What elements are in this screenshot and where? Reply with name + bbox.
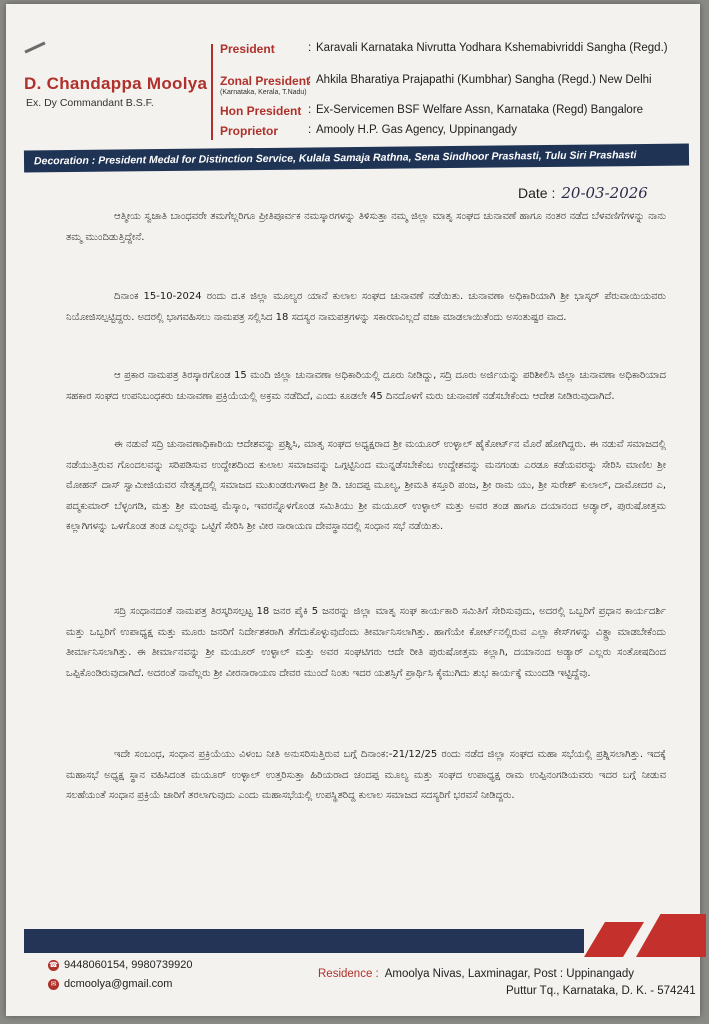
email-text: dcmoolya@gmail.com [64, 978, 173, 990]
body-paragraph-5: ಸದ್ರಿ ಸಂಧಾನದಂತೆ ನಾಮಪತ್ರ ತಿರಸ್ಕರಿಸಲ್ಪಟ್ಟ 18 ಜನರ ಪೈಕಿ 5 ಜನರನ್ನು ಜಿಲ್ಲಾ ಮಾತೃ ಸಂಘ ಕಾರ್ಯಕಾರಿ ಸಮಿತಿಗೆ ಸೇರಿಸುವುದು, ಅದರಲ್ಲಿ ಒಬ್ಬರಿಗೆ ಪ್ರಧಾನ ಕಾರ್ಯದರ್ಶಿ ಮತ್ತು ಒಬ್ಬರಿಗೆ ಉಪಾಧ್ಯಕ್ಷ ಮತ್ತು ಮೂರು ಜನರಿಗೆ ನಿರ್ದೇಶಕರಾಗಿ ತೆಗೆದುಕೊಳ್ಳುವುದೆಂದು ತೀರ್ಮಾನಿಸಲಾಗಿತ್ತು. ಹಾಗೆಯೇ ಕೋರ್ಟ್‌ನಲ್ಲಿರುವ ಎಲ್ಲಾ ಕೇಸ್‌ಗಳನ್ನು ವಿತ್ಡ್ರಾ ಮಾಡಬೇಕೆಂದು ತೀರ್ಮಾನಿಸಲಾಗಿತ್ತು. ಈ ತೀರ್ಮಾನವನ್ನು ಶ್ರೀ ಮಯೂರ್ ಉಳ್ಳಾಲ್ ಮತ್ತು ಅವರ ಸಂಘಟಿಗರು ಆದೇ ರೀತಿ ಪುರುಷೋತ್ತಮ ಕಲ್ಲಾಗಿ, ದಯಾನಂದ ಅಡ್ಯಾರ್ ಎಲ್ಲರು ಸಂತೋಷದಿಂದ ಒಪ್ಪಿಕೊಂಡಿರುವುದಾಗಿದೆ. ಅದರಂತೆ ನಾವೆಲ್ಲರು ಶ್ರೀ ವೀರನಾರಾಯಣ ದೇವರ ಮುಂದೆ ನಿಂತು ಇದರ ಯಶಸ್ಸಿಗೆ ಪ್ರಾರ್ಥಿಸಿ ಕೈಮುಗಿದು ಶುಭ ಕಾರ್ಯಕ್ಕೆ ಮುಂದಡಿ ಇಟ್ಟಿದ್ದೆವು. [66, 606, 666, 679]
residence-address [318, 966, 698, 1000]
body-paragraph-4: ಈ ನಡುವೆ ಸದ್ರಿ ಚುನಾವಣಾಧಿಕಾರಿಯ ಆದೇಶವನ್ನು ಪ್ರಶ್ನಿಸಿ, ಮಾತೃ ಸಂಘದ ಅಧ್ಯಕ್ಷರಾದ ಶ್ರೀ ಮಯೂರ್ ಉಳ್ಳಾಲ್ ಹೈಕೋರ್ಟ್‌ನ ಮೊರೆ ಹೋಗಿದ್ದರು. ಈ ನಡುವೆ ಸಮಾಜದಲ್ಲಿ ನಡೆಯುತ್ತಿರುವ ಗೊಂದಲವನ್ನು ಸರಿಪಡಿಸುವ ಉದ್ದೇಶದಿಂದ ಕುಲಾಲ ಸಮಾಜವನ್ನು ಒಗ್ಗಟ್ಟಿನಿಂದ ಮುನ್ನಡೆಸಬೇಕೆಂಬ ಉದ್ದೇಶವನ್ನು ಮನಗಂಡು ಎರಡೂ ಕಡೆಯವರನ್ನು ಸೇರಿಸಿ ಮಾಣಿಲ ಶ್ರೀ ಮೋಹನ್ ದಾಸ್ ಸ್ವಾಮೀಜಿಯವರ ನೇತೃತ್ವದಲ್ಲಿ ಸಮಾಜದ ಮುಖಂಡರುಗಳಾದ ಶ್ರೀ ಡಿ. ಚಂದಪ್ಪ ಮೂಲ್ಯ, ಶ್ರೀಮತಿ ಕಸ್ತೂರಿ ಪಂಜ, ಶ್ರೀ ರಾಮ ಯು, ಶ್ರೀ ಸುರೇಶ್ ಕುಲಾಲ್, ದಾಮೋದರ ಎ, ಪದ್ಮಕುಮಾರ್ ಬೆಳ್ಳಂಗಡಿ, ಮತ್ತು ಶ್ರೀ ಮಂಜಪ್ಪ ಮೆಸ್ಕಾಂ, ಇವರನ್ನೊಳಗೊಂಡ ಸಮಿತಿಯು ಶ್ರೀ ಮಯೂರ್ ಉಳ್ಳಾಲ್ ಮತ್ತು ಅವರ ತಂಡ ಹಾಗೂ ದಯಾನಂದ ಅಡ್ಯಾರ್, ಪುರುಷೋತ್ತಮ ಕಲ್ಲಾಗಿಗಳನ್ನು ಒಳಗೊಂಡ ತಂಡ ಎಲ್ಲರನ್ನು ಒಟ್ಟಿಗೆ ಸೇರಿಸಿ ಶ್ರೀ ವೀರ ನಾರಾಯಣ ದೇವಸ್ಥಾನದಲ್ಲಿ ಸಂಧಾನ ಸಭೆ ನಡೆಯಿತು. [66, 439, 667, 532]
footer-navy-bar [24, 929, 584, 953]
residence-line2: Puttur Tq., Karnataka, D. K. - 574241 [506, 985, 696, 997]
body-paragraph-1: ಆತ್ಮೀಯ ಸ್ವಜಾತಿ ಬಾಂಧವರೇ ತಮಗೆಲ್ಲರಿಗೂ ಪ್ರೀತಿಪೂರ್ವಕ ನಮಸ್ಕಾರಗಳನ್ನು ತಿಳಿಸುತ್ತಾ ನಮ್ಮ ಜಿಲ್ಲಾ ಮಾತೃ ಸಂಘದ ಚುನಾವಣೆ ಹಾಗೂ ನಂತರ ನಡೆದ ಬೆಳವಣಿಗೆಗಳನ್ನು ನಾನು ತಮ್ಮ ಮುಂದಿಡುತ್ತಿದ್ದೇನೆ. [66, 211, 666, 243]
letterhead-divider [211, 44, 213, 140]
date-label: Date : [518, 185, 556, 201]
letter-page [6, 4, 700, 1016]
residence-line1: Amoolya Nivas, Laxminagar, Post : Uppinangady [384, 968, 635, 980]
phone-text: 9448060154, 9980739920 [64, 959, 193, 971]
body-paragraph-2: ದಿನಾಂಕ 15-10-2024 ರಂದು ದ.ಕ ಜಿಲ್ಲಾ ಮೂಲ್ಯರ ಯಾನೆ ಕುಲಾಲ ಸಂಘದ ಚುನಾವಣೆ ನಡೆಯಿತು. ಚುನಾವಣಾ ಅಧಿಕಾರಿಯಾಗಿ ಶ್ರೀ ಭಾಸ್ಕರ್ ಪೆರುವಾಯಿಯವರು ನಿಯೋಜಿಸಲ್ಪಟ್ಟಿದ್ದರು. ಅದರಲ್ಲಿ ಭಾಗವಹಿಸಲು ನಾಮಪತ್ರ ಸಲ್ಲಿಸಿದ 18 ಸದಸ್ಯರ ನಾಮಪತ್ರಗಳನ್ನು ಸಕಾರಣವಿಲ್ಲದೆ ವಜಾ ಮಾಡಲಾಯಿತೆಂದು ಅಸಂತುಷ್ಟರ ವಾದ. [66, 291, 666, 323]
footer-red-stripe [636, 914, 706, 957]
residence-label: Residence : [318, 968, 379, 980]
role-value: : Amooly H.P. Gas Agency, Uppinangady [316, 124, 696, 137]
body-paragraph-6: ಇದೇ ಸಂಬಂಧ, ಸಂಧಾನ ಪ್ರಕ್ರಿಯೆಯು ವಿಳಂಬ ನೀತಿ ಅನುಸರಿಸುತ್ತಿರುವ ಬಗ್ಗೆ ದಿನಾಂಕ:-21/12/25 ರಂದು ನಡೆದ ಜಿಲ್ಲಾ ಸಂಘದ ಮಹಾ ಸಭೆಯಲ್ಲಿ ಪ್ರಶ್ನಿಸಲಾಗಿತ್ತು. ಇದಕ್ಕೆ ಮಹಾಸಭೆ ಅಧ್ಯಕ್ಷ ಸ್ಥಾನ ವಹಿಸಿದಂತ ಮಯೂರ್ ಉಳ್ಳಾಲ್ ಉತ್ತರಿಸುತ್ತಾ ಹಿರಿಯರಾದ ಚಂದಪ್ಪ ಮೂಲ್ಯ ಮತ್ತು ಸಂಘದ ಉಪಾಧ್ಯಕ್ಷ ರಾಮ ಉಪ್ಪಿನಂಗಡಿಯವರು ಇದರ ಬಗ್ಗೆ ನೀಡುವ ಸಲಹೆಯಂತೆ ಸಂಧಾನ ಪ್ರಕ್ರಿಯೆ ಜಾರಿಗೆ ತರಲಾಗುವುದು ಎಂದು ಮಹಾಸಭೆಯಲ್ಲಿ ಉಪಸ್ಥಿತರಿದ್ದ ಕುಲಾಲ ಸಮಾಜದ ಸದಸ್ಯರಿಗೆ ಭರವಸೆ ನೀಡಿದ್ದರು. [66, 749, 666, 801]
letterhead-subtitle: Ex. Dy Commandant B.S.F. [26, 97, 154, 109]
role-value: : Ahkila Bharatiya Prajapathi (Kumbhar) Sangha (Regd.) New Delhi [316, 74, 696, 87]
letterhead-name: D. Chandappa Moolya [24, 74, 208, 93]
body-paragraph-3: ಆ ಪ್ರಕಾರ ನಾಮಪತ್ರ ತಿರಸ್ಕಾರಗೊಂಡ 15 ಮಂದಿ ಜಿಲ್ಲಾ ಚುನಾವಣಾ ಅಧಿಕಾರಿಯಲ್ಲಿ ದೂರು ನೀಡಿದ್ದು, ಸದ್ರಿ ದೂರು ಅರ್ಜಿಯನ್ನು ಪರಿಶೀಲಿಸಿ ಜಿಲ್ಲಾ ಚುನಾವಣಾ ಅಧಿಕಾರಿಯಾದ ಸಹಕಾರ ಸಂಘದ ಉಪನಿಬಂಧಕರು ಚುನಾವಣಾ ಪ್ರಕ್ರಿಯೆಯಲ್ಲಿ ಅಕ್ರಮ ನಡೆದಿದೆ, ಎಂದು ಕೂಡಲೇ 45 ದಿನದೊಳಗೆ ಮರು ಚುನಾವಣೆ ನಡೆಸಬೇಕೆಂದು ಆದೇಶ ನೀಡಿರುವುದಾಗಿದೆ. [66, 370, 666, 402]
mail-icon: ✉ [48, 979, 59, 990]
pen-mark [24, 41, 45, 53]
phone-icon: ☎ [49, 961, 58, 969]
role-label: President [220, 42, 275, 56]
role-label: Hon President [220, 104, 302, 118]
role-label-text: Zonal President [220, 74, 311, 88]
role-value: : Karavali Karnataka Nivrutta Yodhara Kshemabivriddi Sangha (Regd.) [316, 42, 696, 55]
contact-phone [48, 959, 192, 971]
role-label: Proprietor [220, 124, 279, 138]
contact-email [48, 978, 172, 990]
role-value: : Ex-Servicemen BSF Welfare Assn, Karnataka (Regd) Bangalore [316, 104, 696, 117]
date-value: 20-03-2026 [561, 184, 648, 202]
footer-red-stripe [584, 922, 644, 957]
role-label [220, 74, 312, 96]
decoration-banner: Decoration : President Medal for Distinction Service, Kulala Samaja Rathna, Sena Sindhoor Prashasti, Tulu Siri Prashasti [24, 144, 689, 173]
role-sublabel: (Karnataka, Kerala, T.Nadu) [220, 89, 307, 96]
letter-date [518, 184, 648, 202]
